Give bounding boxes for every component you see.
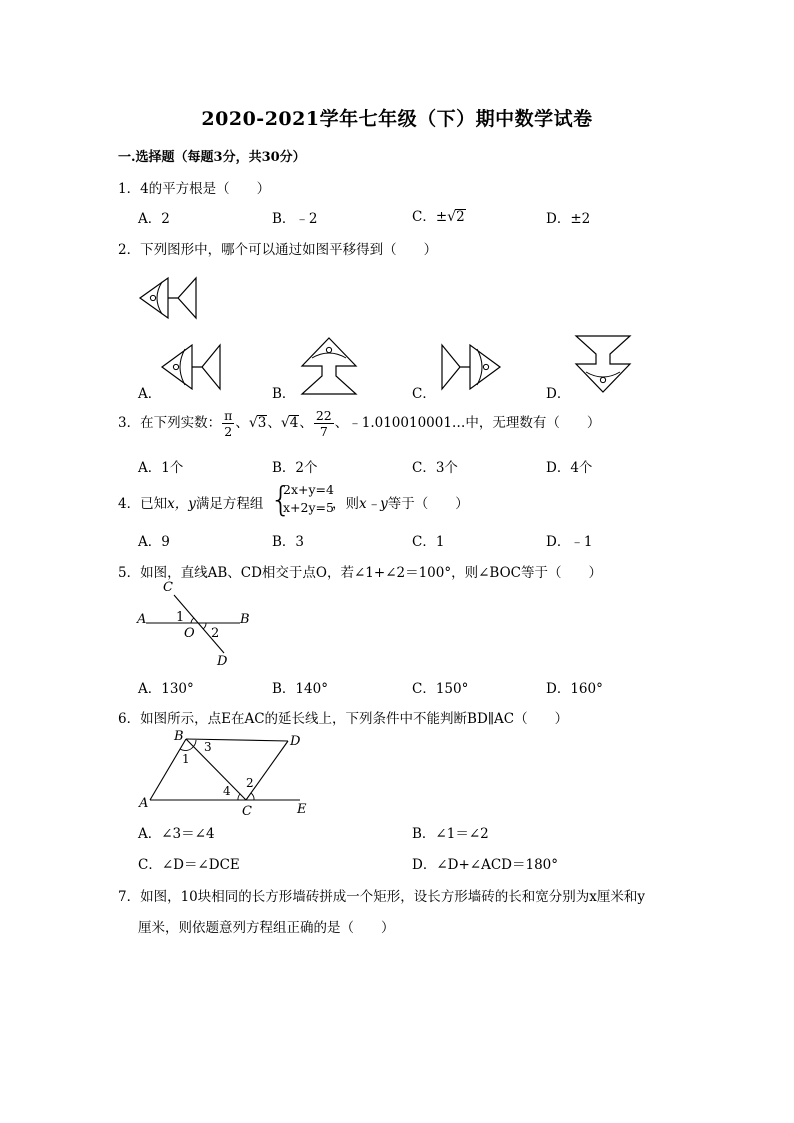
- fraction-numerator: 22: [315, 408, 332, 423]
- fish-arc: [180, 349, 185, 385]
- q4-suffix: 等于（ ）: [387, 496, 469, 512]
- q4-prefix: 4．已知: [118, 496, 168, 512]
- label-b: B: [240, 612, 250, 627]
- radical-sign: √: [280, 415, 290, 431]
- fish-eye: [483, 364, 488, 369]
- separator: 、: [267, 415, 281, 431]
- question-1-stem: 1．4的平方根是（ ）: [118, 181, 271, 197]
- q4-option-c: C．1: [412, 534, 445, 550]
- fish-arc: [477, 349, 482, 385]
- q6-option-c: C．∠D＝∠DCE: [138, 857, 240, 873]
- label-2: 2: [246, 776, 254, 790]
- q3-suffix: 、﹣1.010010001…中，无理数有（ ）: [334, 415, 601, 431]
- q6-option-d: D．∠D+∠ACD＝180°: [412, 857, 559, 873]
- q4-option-a: A．9: [138, 534, 170, 550]
- fish-shape: [162, 345, 220, 389]
- question-7-line-2: 厘米，则依题意列方程组正确的是（ ）: [138, 920, 395, 936]
- label-d: D: [217, 654, 228, 669]
- label-4: 4: [223, 784, 231, 798]
- segment-dc: [246, 741, 288, 800]
- fish-arc: [312, 353, 346, 358]
- q2-option-a-label: A．: [138, 386, 162, 402]
- segment-ab: [150, 739, 186, 800]
- q3-option-a: A．1个: [138, 460, 184, 476]
- q4-expr: x﹣y: [359, 496, 388, 512]
- q3-option-c: C．3个: [412, 460, 458, 476]
- q6-option-b: B．∠1＝∠2: [412, 826, 489, 842]
- fish-eye: [173, 364, 178, 369]
- label-o: O: [184, 626, 195, 641]
- fish-arc: [157, 282, 162, 314]
- q6-figure: [134, 727, 314, 819]
- q3-option-b: B．2个: [272, 460, 318, 476]
- question-4-stem-suffix: [332, 492, 469, 512]
- q4-option-d: D．﹣1: [546, 534, 593, 550]
- question-2-stem: 2．下列图形中，哪个可以通过如图平移得到（ ）: [118, 242, 438, 258]
- label-1: 1: [176, 610, 185, 625]
- label-c: C: [242, 804, 252, 819]
- label-e: E: [297, 802, 307, 817]
- q1-option-c-prefix: C．±: [412, 209, 448, 225]
- angle-1-arc: [180, 747, 193, 751]
- equation-system: [283, 481, 334, 517]
- q5-figure: [134, 581, 258, 671]
- fish-eye: [600, 377, 605, 382]
- label-3: 3: [204, 740, 212, 754]
- label-2: 2: [211, 626, 220, 641]
- radicand: 4: [289, 415, 299, 431]
- segment-bd: [186, 739, 288, 741]
- fraction-denominator: 2: [224, 424, 233, 439]
- question-5-stem: 5．如图，直线AB、CD相交于点O，若∠1+∠2＝100°，则∠BOC等于（ ）: [118, 565, 602, 581]
- angle-1-arc: [191, 618, 194, 623]
- q1-option-c: [412, 205, 466, 225]
- q1-option-d: D．±2: [546, 211, 591, 227]
- label-a: A: [139, 796, 149, 811]
- q3-prefix: 3．在下列实数：: [118, 415, 222, 431]
- q1-option-b: B．﹣2: [272, 211, 318, 227]
- equation-2: x+2y=5: [283, 500, 334, 515]
- q1-option-a: A．2: [138, 211, 170, 227]
- fish-eye: [326, 347, 331, 352]
- fraction-pi-over-2: [222, 408, 234, 439]
- label-b: B: [174, 729, 184, 744]
- q4-option-b: B．3: [272, 534, 305, 550]
- q2-option-b-label: B．: [272, 386, 296, 402]
- q4-mid: 满足方程组: [195, 496, 264, 512]
- question-7-line-1: 7．如图，10块相同的长方形墙砖拼成一个矩形，设长方形墙砖的长和宽分别为x厘米和y: [118, 889, 646, 905]
- label-a: A: [137, 612, 147, 627]
- q4-vars: x，y: [167, 496, 196, 512]
- q2-option-a-figure: [160, 338, 224, 396]
- question-4-stem-prefix: [118, 492, 263, 512]
- q2-option-c-label: C．: [412, 386, 436, 402]
- question-3-stem: [118, 408, 600, 439]
- q2-option-d-label: D．: [546, 386, 571, 402]
- q2-option-d-figure: [572, 334, 634, 394]
- radical-sign: √: [248, 415, 258, 431]
- fish-shape: [576, 336, 630, 392]
- label-d: D: [290, 734, 301, 749]
- q2-option-c-figure: [438, 338, 502, 396]
- section-heading: 一.选择题（每题3分，共30分）: [118, 150, 306, 165]
- fish-shape: [140, 278, 196, 318]
- q2-option-b-figure: [298, 336, 360, 396]
- fraction-22-over-7: [314, 408, 334, 439]
- page-title: 2020-2021学年七年级（下）期中数学试卷: [201, 108, 593, 130]
- radicand: 3: [257, 415, 267, 431]
- q4-then: ，则: [332, 496, 359, 512]
- fraction-numerator: π: [224, 408, 233, 423]
- segment-bc: [186, 739, 246, 800]
- question-6-stem: 6．如图所示，点E在AC的延长线上，下列条件中不能判断BD∥AC（ ）: [118, 711, 569, 727]
- q5-option-c: C．150°: [412, 681, 469, 697]
- q6-option-a: A．∠3＝∠4: [138, 826, 215, 842]
- label-c: C: [163, 581, 173, 595]
- radical-sign: √: [447, 209, 457, 225]
- q2-original-figure: [138, 272, 200, 324]
- fish-arc: [586, 372, 620, 377]
- fish-eye: [150, 295, 155, 300]
- q5-option-a: A．130°: [138, 681, 194, 697]
- angle-2-arc: [203, 623, 206, 629]
- q5-option-b: B．140°: [272, 681, 328, 697]
- angle-2-arc: [251, 793, 254, 800]
- q3-option-d: D．4个: [546, 460, 593, 476]
- angle-3-arc: [193, 740, 196, 747]
- fraction-denominator: 7: [319, 424, 328, 439]
- angle-4-arc: [238, 794, 240, 800]
- separator: 、: [235, 415, 249, 431]
- equation-1: 2x+y=4: [283, 482, 334, 497]
- fish-shape: [442, 345, 500, 389]
- q1-option-c-radicand: 2: [456, 209, 465, 225]
- label-1: 1: [182, 752, 190, 766]
- equation-system-brace: {: [270, 480, 292, 520]
- fish-shape: [302, 338, 356, 394]
- separator: 、: [299, 415, 313, 431]
- q5-option-d: D．160°: [546, 681, 603, 697]
